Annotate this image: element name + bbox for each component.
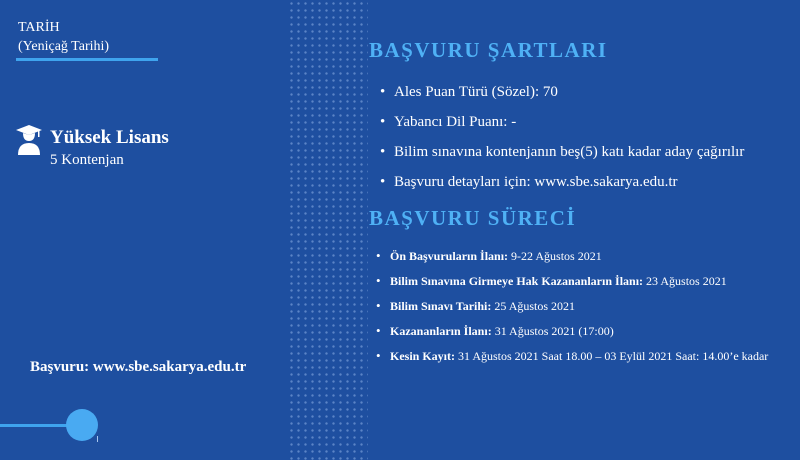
department-program: (Yeniçağ Tarihi) (18, 39, 110, 54)
requirements-heading: BAŞVURU ŞARTLARI (369, 38, 608, 62)
list-item (376, 298, 768, 323)
list-item: • Ales Puan Türü (Sözel): 70 (380, 82, 744, 112)
process-value: 23 Ağustos 2021 (643, 274, 727, 288)
dotted-pattern (288, 0, 368, 460)
process-heading: BAŞVURU SÜRECİ (369, 206, 577, 230)
process-value: 25 Ağustos 2021 (491, 299, 576, 313)
title-underline (16, 58, 158, 61)
process-label: Bilim Sınavına Girmeye Hak Kazananların İlanı: (390, 274, 644, 288)
degree-title: Yüksek Lisans (50, 127, 169, 148)
process-value: 31 Ağustos 2021 (17:00) (491, 324, 614, 338)
list-item (376, 323, 768, 348)
department-name: TARİH (18, 20, 60, 35)
process-value: 31 Ağustos 2021 Saat 18.00 – 03 Eylül 2021 Saat: 14.00’e kadar (455, 349, 769, 363)
process-list (376, 248, 768, 373)
requirements-list (380, 82, 744, 202)
list-item (376, 248, 768, 273)
process-label: Ön Başvuruların İlanı: (390, 249, 509, 263)
list-item: • Başvuru detayları için: www.sbe.sakarya.edu.tr (380, 172, 744, 202)
list-item (376, 348, 768, 373)
list-item: • Bilim sınavına kontenjanın beş(5) katı kadar aday çağırılır (380, 142, 744, 172)
list-item (376, 273, 768, 298)
department-block (18, 18, 109, 56)
graduate-icon (16, 125, 42, 155)
process-value: 9-22 Ağustos 2021 (508, 249, 602, 263)
slider-knob[interactable] (66, 409, 98, 441)
slider-tick (97, 436, 98, 442)
process-label: Kazananların İlanı: (390, 324, 492, 338)
list-item: • Yabancı Dil Puanı: - (380, 112, 744, 142)
process-label: Kesin Kayıt: (390, 349, 455, 363)
application-link[interactable]: Başvuru: www.sbe.sakarya.edu.tr (30, 359, 247, 375)
degree-quota: 5 Kontenjan (50, 152, 124, 168)
process-label: Bilim Sınavı Tarihi: (390, 299, 492, 313)
